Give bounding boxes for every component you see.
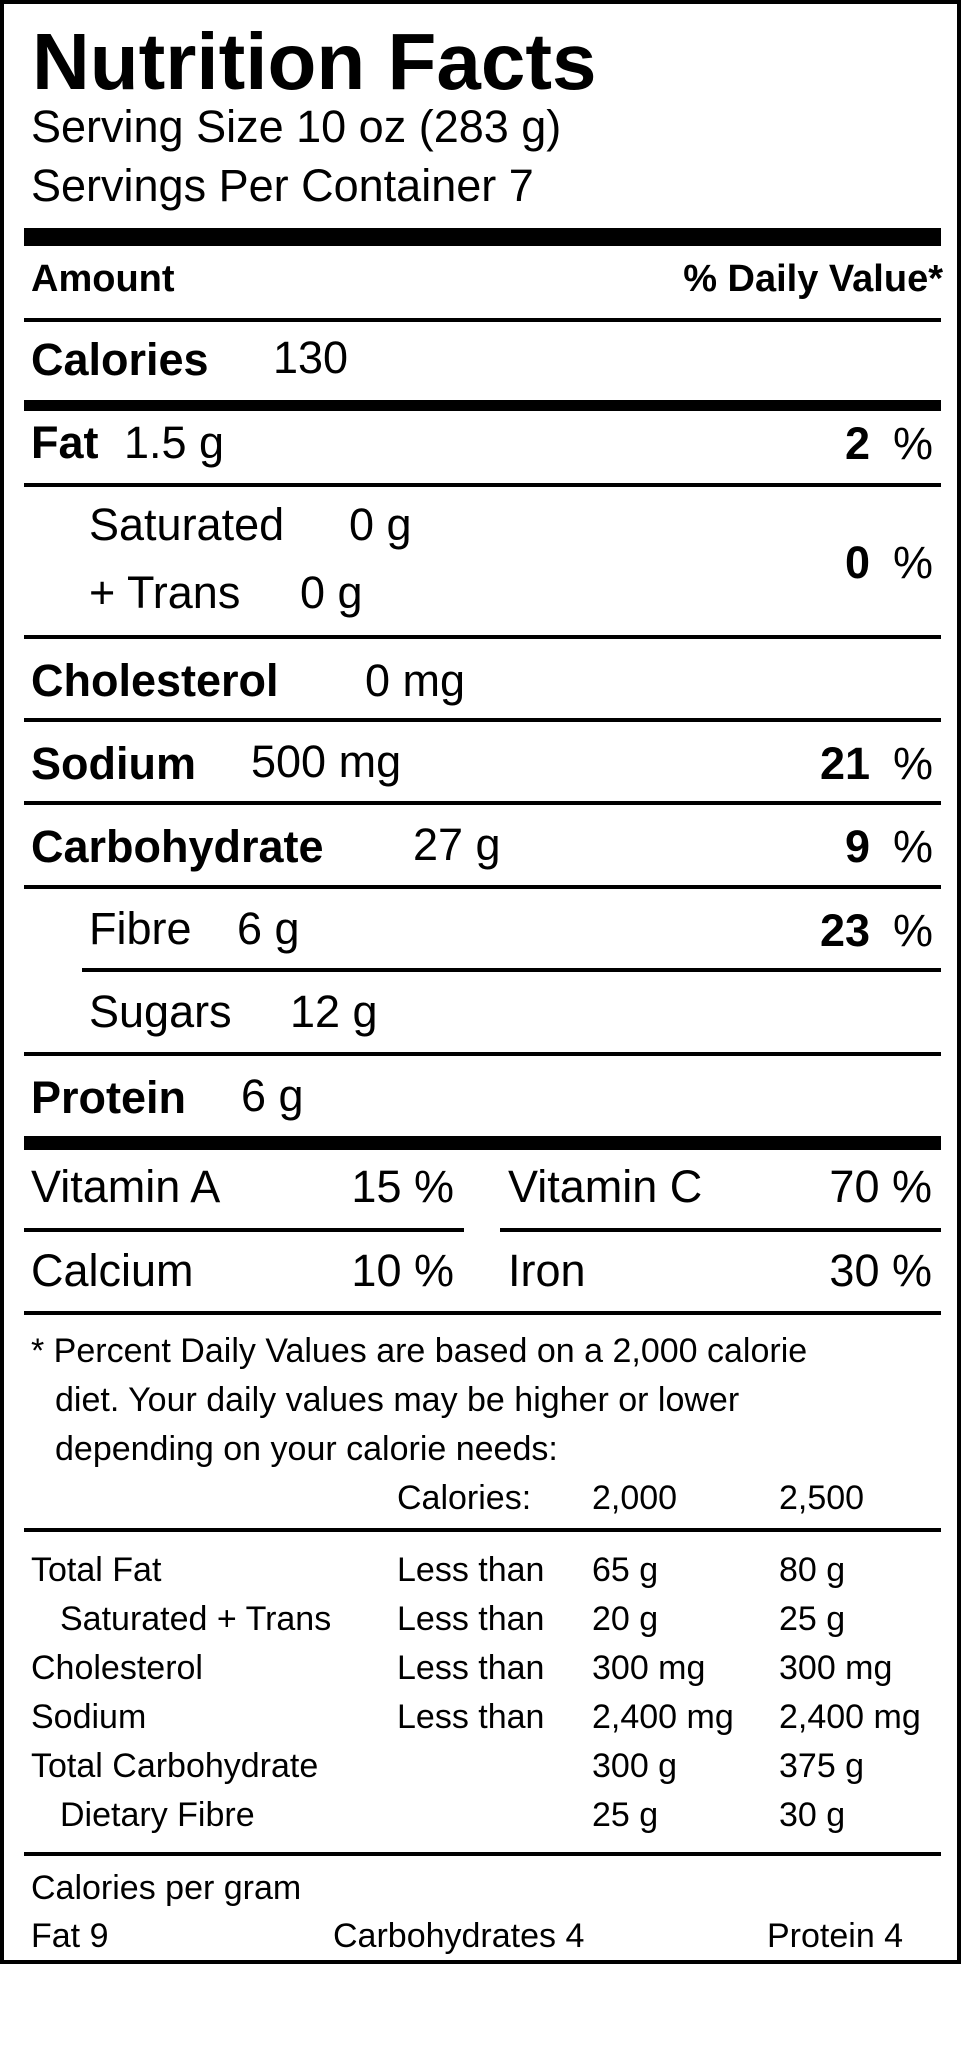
- fat-pct: %: [893, 418, 934, 469]
- protein-label: Protein: [31, 1072, 187, 1123]
- table-row-2000: 2,400 mg: [592, 1698, 734, 1736]
- divider: [24, 718, 941, 722]
- table-row-2500: 30 g: [779, 1796, 846, 1834]
- carbohydrate-amount: 27 g: [413, 819, 501, 870]
- trans-amount: 0 g: [300, 567, 363, 618]
- fibre-label: Fibre: [89, 903, 192, 954]
- saturated-amount: 0 g: [349, 499, 412, 550]
- table-row-name: Total Carbohydrate: [31, 1747, 319, 1785]
- table-row-2000: 65 g: [592, 1551, 659, 1589]
- servings-per-container: Servings Per Container 7: [31, 160, 534, 211]
- daily-value-header: % Daily Value*: [683, 258, 943, 300]
- sat-trans-pct: %: [893, 537, 934, 588]
- label-title: Nutrition Facts: [32, 17, 597, 106]
- calcium-label: Calcium: [31, 1245, 194, 1296]
- table-row-2000: 300 g: [592, 1747, 678, 1785]
- table-row-qualifier: Less than: [397, 1551, 545, 1589]
- carbohydrate-label: Carbohydrate: [31, 821, 324, 872]
- table-row-2500: 80 g: [779, 1551, 846, 1589]
- protein-amount: 6 g: [241, 1070, 304, 1121]
- divider: [24, 885, 941, 889]
- table-row-name: Saturated + Trans: [60, 1600, 332, 1638]
- divider: [24, 1528, 941, 1532]
- divider: [24, 318, 941, 322]
- fibre-amount: 6 g: [237, 903, 300, 954]
- table-row-2500: 25 g: [779, 1600, 846, 1638]
- table-row-2000: 20 g: [592, 1600, 659, 1638]
- divider: [500, 1228, 941, 1232]
- calories-column-label: Calories:: [397, 1479, 532, 1517]
- fat-label: Fat: [31, 417, 99, 468]
- table-row-name: Sodium: [31, 1698, 147, 1736]
- thick-divider: [24, 1136, 941, 1150]
- sugars-amount: 12 g: [290, 986, 378, 1037]
- calories-per-gram-title: Calories per gram: [31, 1869, 302, 1907]
- calcium-value: 10 %: [351, 1245, 454, 1296]
- fat-per-gram: Fat 9: [31, 1917, 109, 1955]
- table-row-qualifier: Less than: [397, 1600, 545, 1638]
- footnote-line-3: depending on your calorie needs:: [55, 1430, 558, 1468]
- amount-header: Amount: [31, 258, 175, 300]
- table-row-2000: 300 mg: [592, 1649, 706, 1687]
- calories-2000-header: 2,000: [592, 1479, 678, 1517]
- divider: [24, 1228, 464, 1232]
- calories-value: 130: [273, 332, 349, 383]
- sodium-pct: %: [893, 738, 934, 789]
- cholesterol-amount: 0 mg: [365, 655, 466, 706]
- medium-divider: [24, 400, 941, 411]
- fibre-pct: %: [893, 905, 934, 956]
- divider: [24, 635, 941, 639]
- sugars-label: Sugars: [89, 986, 232, 1037]
- serving-size: Serving Size 10 oz (283 g): [31, 101, 562, 152]
- iron-value: 30 %: [829, 1245, 932, 1296]
- divider: [24, 483, 941, 487]
- fat-amount: 1.5 g: [124, 417, 225, 468]
- trans-label: + Trans: [89, 567, 241, 618]
- sat-trans-dv: 0: [844, 537, 870, 588]
- fibre-dv: 23: [819, 905, 870, 956]
- table-row-qualifier: Less than: [397, 1649, 545, 1687]
- table-row-name: Total Fat: [31, 1551, 162, 1589]
- table-row-qualifier: Less than: [397, 1698, 545, 1736]
- table-row-2500: 375 g: [779, 1747, 865, 1785]
- sodium-label: Sodium: [31, 738, 196, 789]
- divider: [24, 1311, 941, 1315]
- footnote-line-1: * Percent Daily Values are based on a 2,000 calorie: [31, 1332, 808, 1370]
- vitamin-a-label: Vitamin A: [31, 1161, 221, 1212]
- table-row-2500: 300 mg: [779, 1649, 893, 1687]
- calories-label: Calories: [31, 334, 209, 385]
- vitamin-c-label: Vitamin C: [508, 1161, 703, 1212]
- vitamin-c-value: 70 %: [829, 1161, 932, 1212]
- table-row-name: Cholesterol: [31, 1649, 203, 1687]
- footnote-line-2: diet. Your daily values may be higher or lower: [55, 1381, 740, 1419]
- divider: [24, 1052, 941, 1056]
- table-row-name: Dietary Fibre: [60, 1796, 255, 1834]
- saturated-label: Saturated: [89, 499, 285, 550]
- sodium-amount: 500 mg: [251, 736, 402, 787]
- divider: [24, 1852, 941, 1856]
- iron-label: Iron: [508, 1245, 586, 1296]
- carbohydrate-dv: 9: [844, 821, 870, 872]
- divider: [24, 801, 941, 805]
- carbohydrate-pct: %: [893, 821, 934, 872]
- calories-2500-header: 2,500: [779, 1479, 865, 1517]
- thick-divider: [24, 228, 941, 246]
- cholesterol-label: Cholesterol: [31, 655, 279, 706]
- divider: [82, 968, 941, 972]
- fat-dv: 2: [844, 418, 870, 469]
- table-row-2500: 2,400 mg: [779, 1698, 921, 1736]
- carbohydrates-per-gram: Carbohydrates 4: [333, 1917, 585, 1955]
- protein-per-gram: Protein 4: [767, 1917, 904, 1955]
- table-row-2000: 25 g: [592, 1796, 659, 1834]
- vitamin-a-value: 15 %: [351, 1161, 454, 1212]
- sodium-dv: 21: [819, 738, 870, 789]
